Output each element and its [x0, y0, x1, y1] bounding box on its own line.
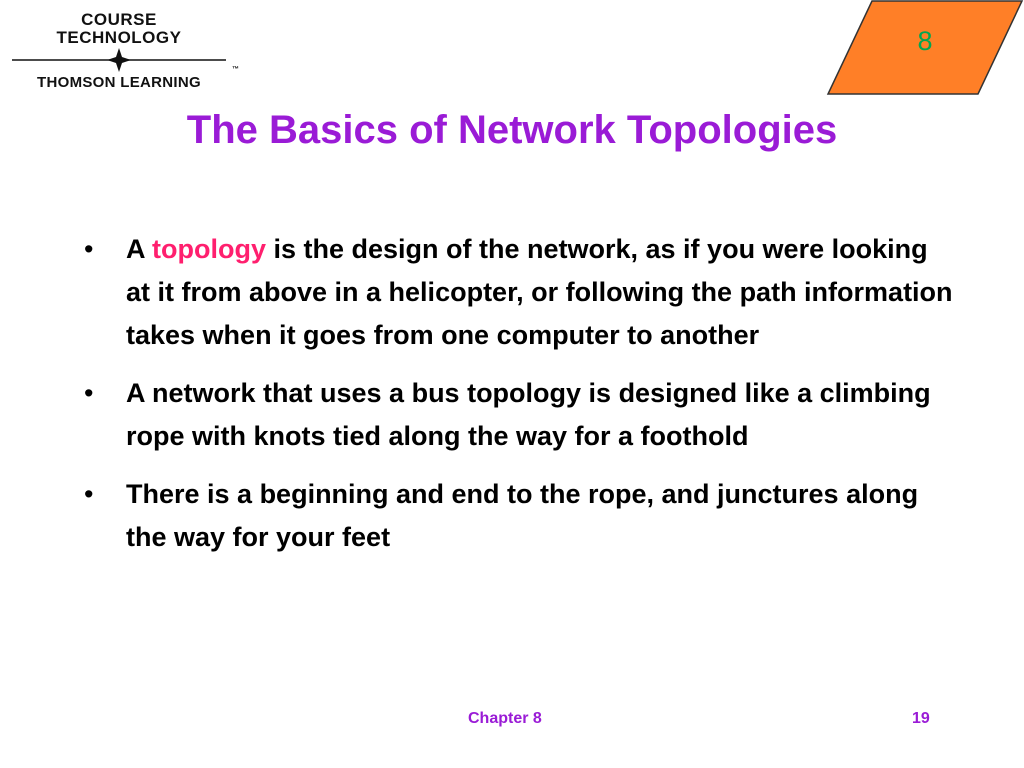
bullet-text: A network that uses a bus topology is designed like a climbing rope with knots tied along the way for a foothold	[126, 378, 931, 451]
bullet-item	[84, 372, 954, 458]
logo-trademark: ™	[232, 66, 239, 73]
bullet-prefix: A	[126, 234, 152, 264]
bullet-text: There is a beginning and end to the rope, and junctures along the way for your feet	[126, 479, 919, 552]
bullet-dot: •	[84, 378, 94, 408]
slide-title: The Basics of Network Topologies	[186, 108, 838, 152]
footer-chapter: Chapter 8	[468, 710, 542, 727]
chapter-badge	[826, 0, 1024, 96]
star-icon	[8, 48, 230, 72]
logo-line-course: COURSE	[81, 10, 157, 29]
badge-number: 8	[917, 26, 933, 56]
bullet-item	[84, 473, 954, 559]
bullet-dot: •	[84, 234, 94, 264]
bullet-list	[84, 228, 954, 574]
highlighted-term: topology	[152, 234, 266, 264]
bullet-text: is the design of the network, as if you were looking at it from above in a helicopter, or following the path information takes when it goes from one computer to another	[126, 234, 953, 350]
course-technology-logo	[8, 8, 248, 96]
bullet-dot: •	[84, 479, 94, 509]
logo-line-thomson: THOMSON LEARNING	[37, 74, 201, 91]
bullet-item	[84, 228, 954, 357]
footer-page-number: 19	[912, 710, 930, 727]
logo-line-technology: TECHNOLOGY	[56, 28, 182, 47]
